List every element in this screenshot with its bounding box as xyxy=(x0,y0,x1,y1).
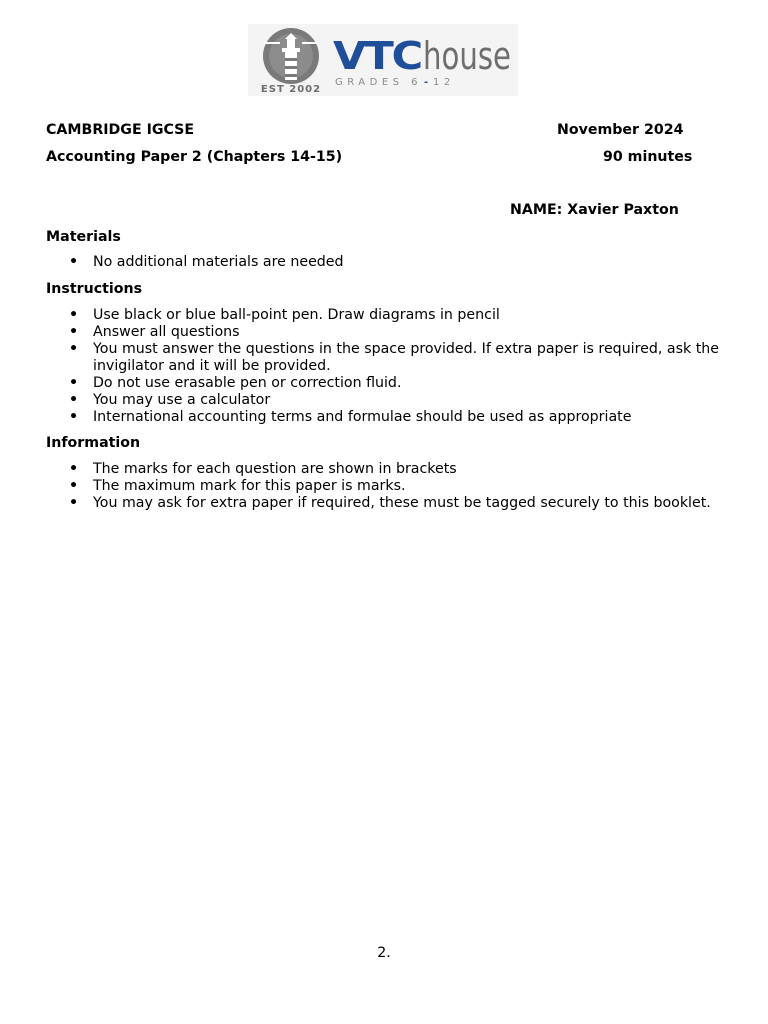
brand-light: house xyxy=(423,34,511,78)
seal-text: EST 2002 xyxy=(260,84,322,95)
tagline-left: GRADES 6 xyxy=(335,77,423,88)
list-item xyxy=(46,392,736,409)
list-item xyxy=(46,341,736,375)
list-item-text: Do not use erasable pen or correction fluid. xyxy=(93,375,402,391)
bullet-icon: • xyxy=(69,254,79,270)
school-logo xyxy=(248,24,518,96)
information-heading: Information xyxy=(46,435,141,451)
candidate-name: NAME: Xavier Paxton xyxy=(510,202,679,218)
brand-bold: VTC xyxy=(333,34,422,78)
bullet-icon: • xyxy=(69,375,79,391)
list-item-text: Use black or blue ball-point pen. Draw diagrams in pencil xyxy=(93,307,500,323)
tagline-dash: - xyxy=(424,77,429,88)
bullet-icon: • xyxy=(69,392,79,408)
instructions-list xyxy=(46,307,736,426)
list-item xyxy=(46,461,736,478)
list-item-text: Answer all questions xyxy=(93,324,240,340)
paper-title: Accounting Paper 2 (Chapters 14-15) xyxy=(46,149,343,165)
bullet-icon: • xyxy=(69,307,79,323)
information-list xyxy=(46,461,736,512)
bullet-icon: • xyxy=(69,461,79,477)
instructions-heading: Instructions xyxy=(46,281,143,297)
list-item xyxy=(46,409,736,426)
page-number: 2. xyxy=(377,945,391,961)
bullet-icon: • xyxy=(69,409,79,425)
list-item xyxy=(46,495,736,512)
bullet-icon: • xyxy=(69,495,79,511)
materials-list xyxy=(46,254,736,271)
tagline-right: 12 xyxy=(433,77,455,88)
exam-date: November 2024 xyxy=(557,122,684,138)
list-item-text: International accounting terms and formulae should be used as appropriate xyxy=(93,409,632,425)
bullet-icon: • xyxy=(69,324,79,340)
lighthouse-icon xyxy=(263,28,319,84)
list-item xyxy=(46,254,736,271)
list-item-text: No additional materials are needed xyxy=(93,254,344,270)
list-item-text: The marks for each question are shown in brackets xyxy=(93,461,457,477)
bullet-icon: • xyxy=(69,478,79,494)
list-item-text: You must answer the questions in the space provided. If extra paper is required, ask the invigilator and it will be provided. xyxy=(93,341,719,374)
exam-board: CAMBRIDGE IGCSE xyxy=(46,122,195,138)
list-item-text: The maximum mark for this paper is marks. xyxy=(93,478,406,494)
list-item xyxy=(46,324,736,341)
list-item-text: You may use a calculator xyxy=(93,392,271,408)
exam-duration: 90 minutes xyxy=(603,149,693,165)
list-item xyxy=(46,375,736,392)
list-item xyxy=(46,307,736,324)
bullet-icon: • xyxy=(69,341,79,357)
list-item xyxy=(46,478,736,495)
materials-heading: Materials xyxy=(46,229,121,245)
list-item-text: You may ask for extra paper if required, these must be tagged securely to this booklet. xyxy=(93,495,711,511)
